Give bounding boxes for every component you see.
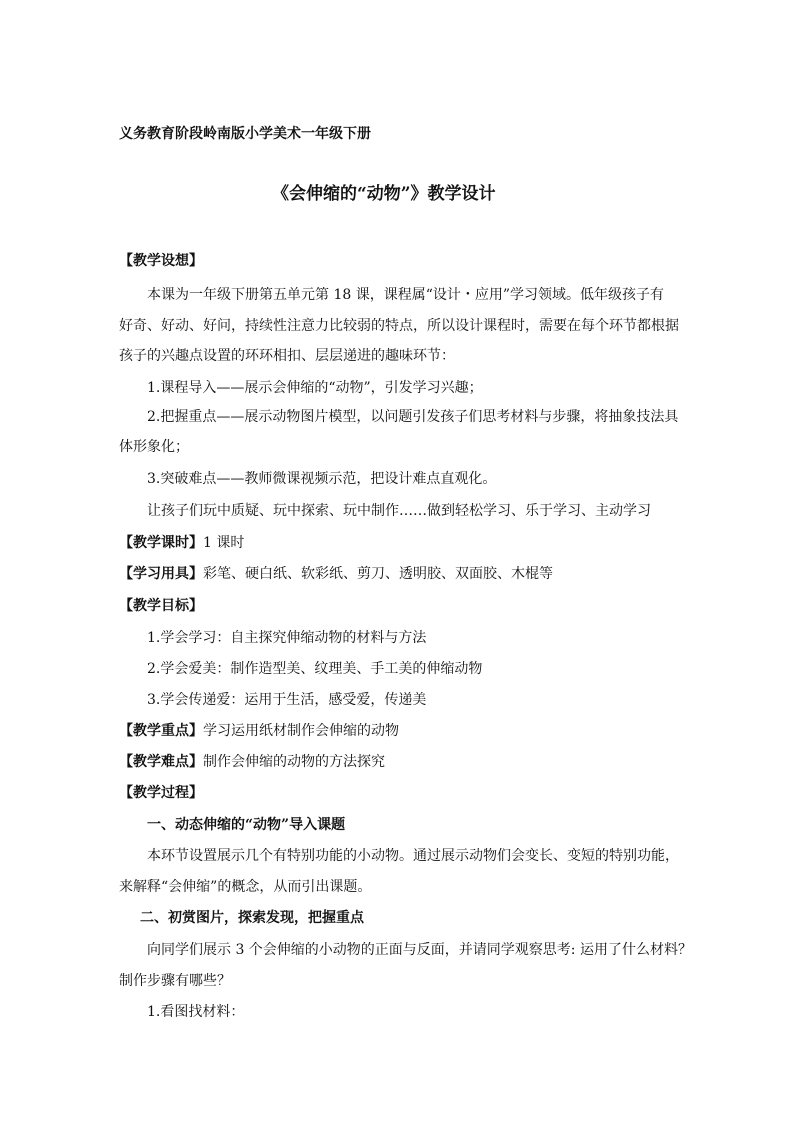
section-heading-goals: 【教学目标】	[119, 598, 203, 614]
summary-line: 让孩子们玩中质疑、玩中探索、玩中制作……做到轻松学习、乐于学习、主动学习	[147, 503, 651, 519]
difficulty-row	[119, 752, 385, 772]
hours-row	[119, 533, 244, 553]
paragraph-line: 好奇、好动、好问，持续性注意力比较弱的特点，所以设计课程时，需要在每个环节都根据	[119, 318, 679, 334]
goal-item: 1.学会学习：自主探究伸缩动物的材料与方法	[147, 630, 427, 646]
list-item: 2.把握重点——展示动物图片模型，以问题引发孩子们思考材料与步骤，将抽象技法具	[147, 409, 679, 425]
document-title: 《会伸缩的“动物”》教学设计	[272, 184, 496, 204]
paragraph-line: 制作步骤有哪些？	[119, 973, 231, 989]
section-heading-difficulty: 【教学难点】	[119, 754, 203, 770]
subsection-title: 一、动态伸缩的“动物”导入课题	[147, 817, 346, 833]
list-item: 3.突破难点——教师微课视频示范，把设计难点直观化。	[147, 471, 497, 487]
section-heading-key: 【教学重点】	[119, 723, 203, 739]
hours-value: 1 课时	[203, 535, 245, 551]
goal-item: 3.学会传递爱：运用于生活，感受爱，传递美	[147, 692, 427, 708]
key-row	[119, 721, 399, 741]
list-item: 1.看图找材料：	[147, 1004, 245, 1020]
section-heading-hours: 【教学课时】	[119, 535, 203, 551]
goal-item: 2.学会爱美：制作造型美、纹理美、手工美的伸缩动物	[147, 661, 483, 677]
key-value: 学习运用纸材制作会伸缩的动物	[203, 723, 399, 739]
paragraph-line: 向同学们展示 3 个会伸缩的小动物的正面与反面，并请同学观察思考: 运用了什么材料？	[147, 942, 692, 958]
list-item: 1.课程导入——展示会伸缩的“动物”，引发学习兴趣；	[147, 380, 483, 396]
series-title: 义务教育阶段岭南版小学美术一年级下册	[119, 126, 371, 142]
paragraph-line: 本课为一年级下册第五单元第 18 课，课程属“设计・应用”学习领域。低年级孩子有	[147, 287, 665, 303]
section-heading-process: 【教学过程】	[119, 785, 203, 801]
subsection-title: 二、初赏图片，探索发现，把握重点	[140, 910, 364, 926]
paragraph-line: 孩子的兴趣点设置的环环相扣、层层递进的趣味环节：	[119, 348, 455, 364]
list-item-continuation: 体形象化；	[119, 439, 189, 455]
paragraph-line: 来解释“会伸缩”的概念，从而引出课题。	[119, 879, 372, 895]
tools-row	[119, 564, 553, 584]
section-heading-design: 【教学设想】	[119, 253, 203, 269]
paragraph-line: 本环节设置展示几个有特别功能的小动物。通过展示动物们会变长、变短的特别功能，	[147, 848, 679, 864]
tools-value: 彩笔、硬白纸、软彩纸、剪刀、透明胶、双面胶、木棍等	[203, 566, 553, 582]
difficulty-value: 制作会伸缩的动物的方法探究	[203, 754, 385, 770]
section-heading-tools: 【学习用具】	[119, 566, 203, 582]
